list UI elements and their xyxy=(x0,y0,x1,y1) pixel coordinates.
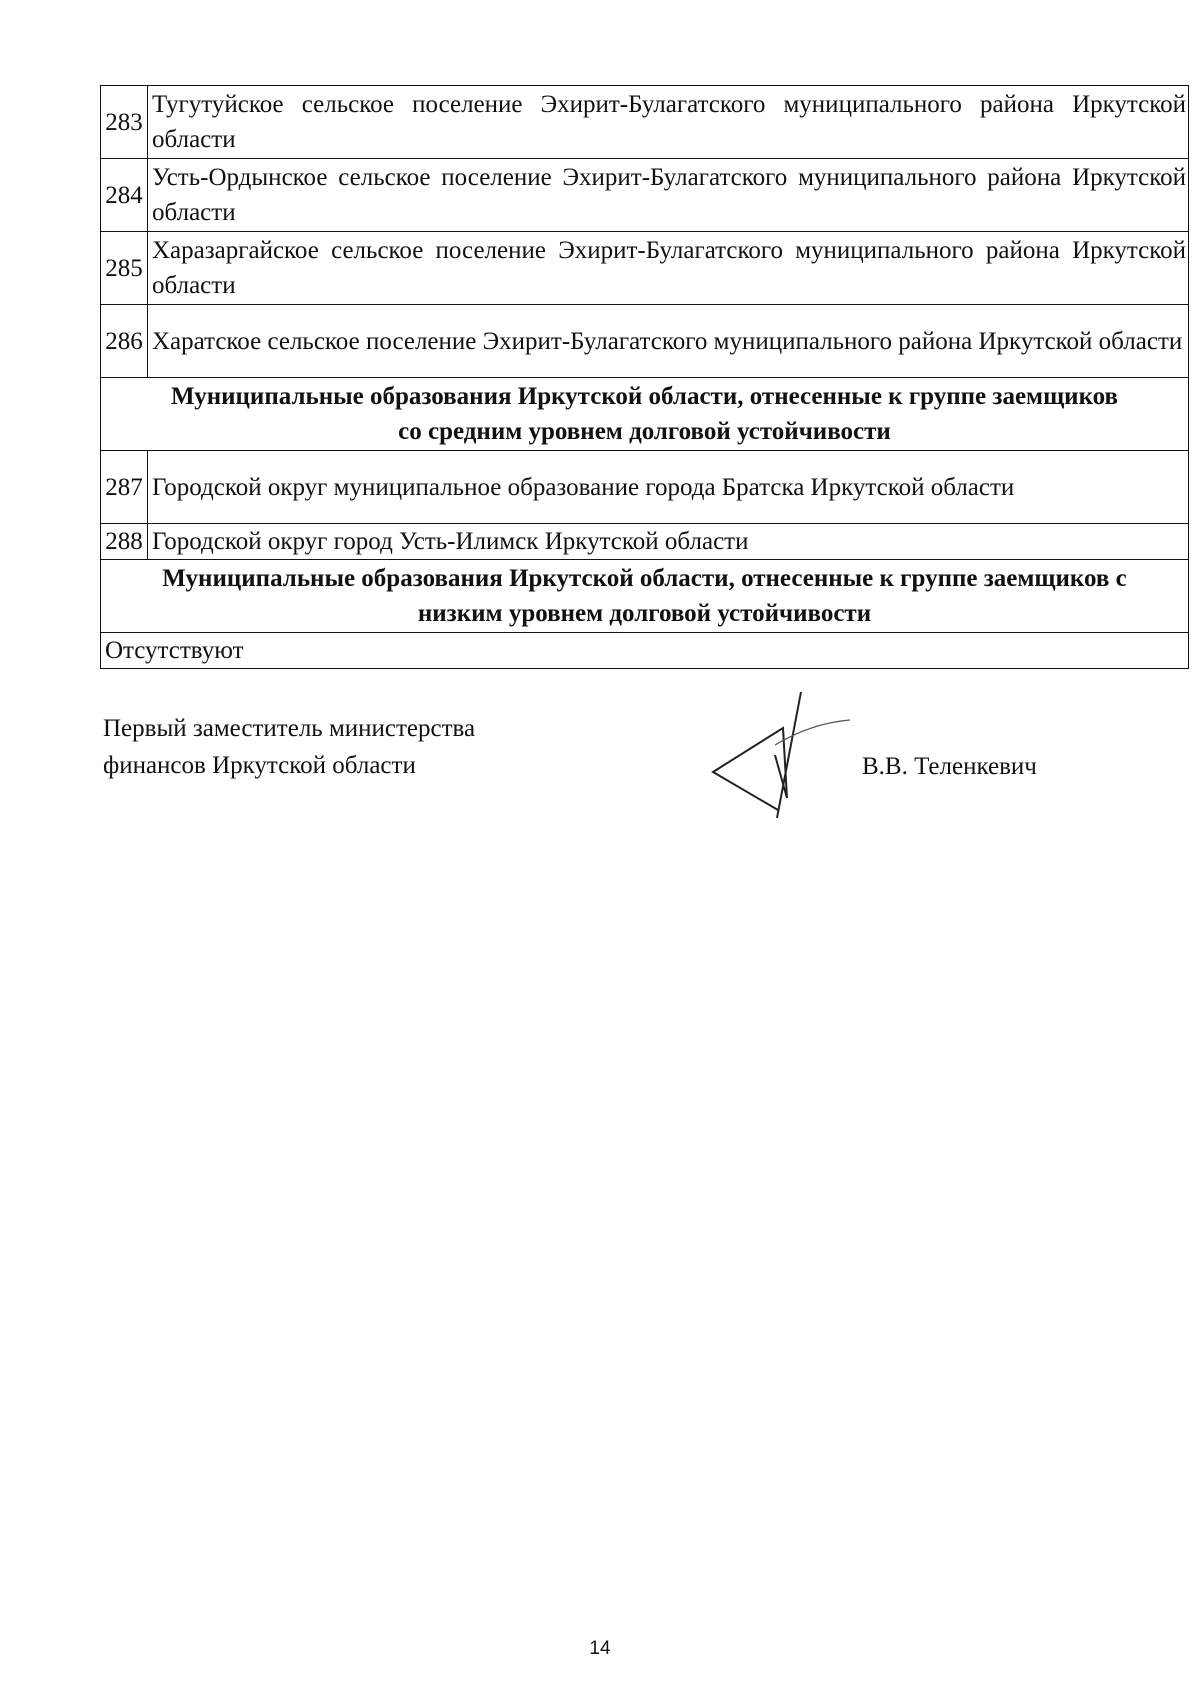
row-number: 283 xyxy=(101,86,148,159)
row-number: 286 xyxy=(101,305,148,378)
row-text: Тугутуйское сельское поселение Эхирит-Булагатского муниципального района Иркутской области xyxy=(148,86,1189,159)
row-text: Усть-Ордынское сельское поселение Эхирит-Булагатского муниципального района Иркутской области xyxy=(148,159,1189,232)
group-medium-heading: Муниципальные образования Иркутской области, отнесенные к группе заемщиков со средним уровнем долговой устойчивости xyxy=(101,378,1189,451)
position-line: Первый заместитель министерства xyxy=(103,715,476,742)
municipalities-table xyxy=(100,85,1189,669)
handwritten-signature xyxy=(705,690,855,820)
table-row xyxy=(101,524,1189,560)
table-row xyxy=(101,305,1189,378)
group-heading-row xyxy=(101,378,1189,451)
group-heading-row xyxy=(101,560,1189,633)
signatory-position xyxy=(103,710,475,784)
row-text: Харатское сельское поселение Эхирит-Булагатского муниципального района Иркутской области xyxy=(148,305,1189,378)
table-row xyxy=(101,451,1189,524)
table-row xyxy=(101,86,1189,159)
municipalities-table-container xyxy=(100,85,1189,669)
none-text: Отсутствуют xyxy=(101,633,1189,669)
table-row xyxy=(101,232,1189,305)
signatory-name: В.В. Теленкевич xyxy=(862,753,1037,780)
row-number: 288 xyxy=(101,524,148,560)
position-line: финансов Иркутской области xyxy=(103,752,416,779)
row-text: Харазаргайское сельское поселение Эхирит-Булагатского муниципального района Иркутской области xyxy=(148,232,1189,305)
row-number: 284 xyxy=(101,159,148,232)
table-row xyxy=(101,633,1189,669)
page-number: 14 xyxy=(589,1638,611,1659)
row-number: 287 xyxy=(101,451,148,524)
row-text: Городской округ город Усть-Илимск Иркутской области xyxy=(148,524,1189,560)
table-row xyxy=(101,159,1189,232)
row-text: Городской округ муниципальное образование города Братска Иркутской области xyxy=(148,451,1189,524)
group-low-heading: Муниципальные образования Иркутской области, отнесенные к группе заемщиков с низким уровнем долговой устойчивости xyxy=(101,560,1189,633)
row-number: 285 xyxy=(101,232,148,305)
